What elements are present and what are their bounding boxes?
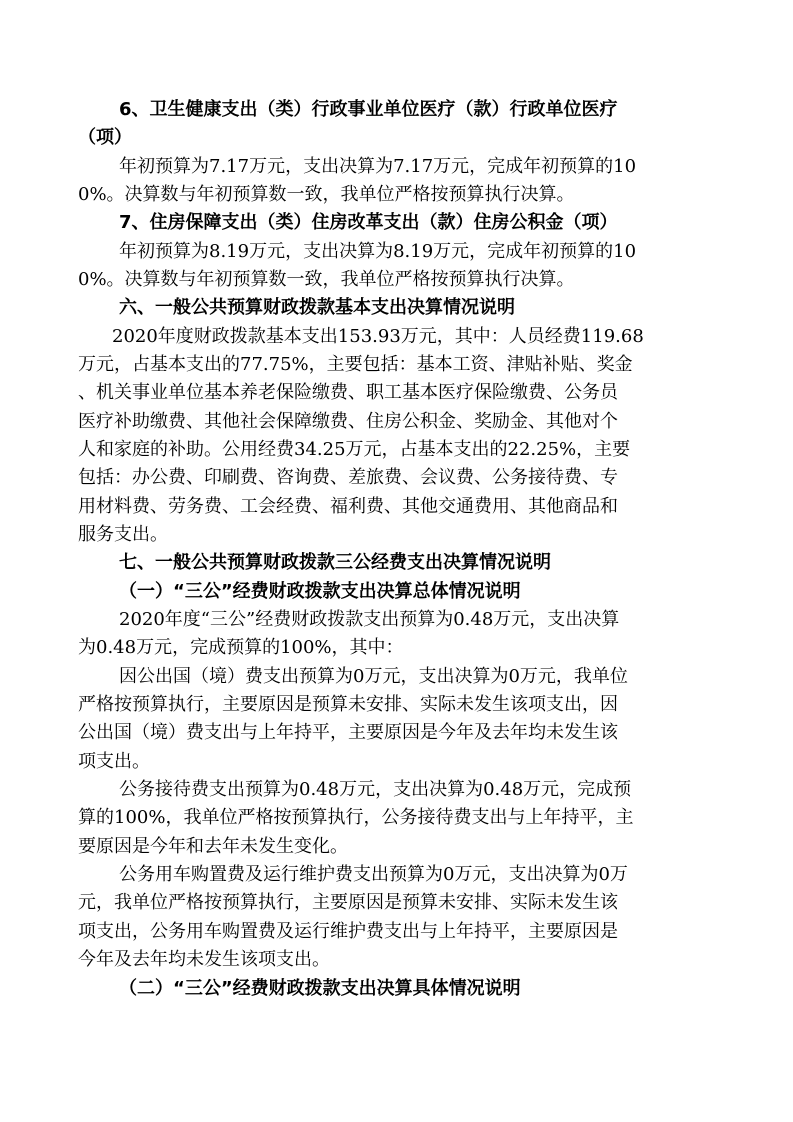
heading-health-expenditure-cont: （项） xyxy=(78,127,132,148)
paragraph-line: 包括：办公费、印刷费、咨询费、差旅费、会议费、公务接待费、专 xyxy=(78,467,618,488)
heading-housing-expenditure: 7、住房保障支出（类）住房改革支出（款）住房公积金（项） xyxy=(119,212,618,233)
paragraph-line: 年初预算为7.17万元，支出决算为7.17万元，完成年初预算的10 xyxy=(119,156,637,177)
paragraph-line: 服务支出。 xyxy=(78,524,168,545)
paragraph-line: 算的100%，我单位严格按预算执行，公务接待费支出与上年持平，主 xyxy=(78,807,634,828)
section-heading-basic-expenditure: 六、一般公共预算财政拨款基本支出决算情况说明 xyxy=(119,297,515,318)
paragraph-line: 公出国（境）费支出与上年持平，主要原因是今年及去年均未发生该 xyxy=(78,722,618,743)
paragraph-line: 公务接待费支出预算为0.48万元，支出决算为0.48万元，完成预 xyxy=(119,779,632,800)
paragraph-line: 0%。决算数与年初预算数一致，我单位严格按预算执行决算。 xyxy=(78,184,575,205)
paragraph-line: 年初预算为8.19万元，支出决算为8.19万元，完成年初预算的10 xyxy=(119,241,637,262)
paragraph-line: 、机关事业单位基本养老保险缴费、职工基本医疗保险缴费、公务员 xyxy=(78,382,618,403)
paragraph-line: 2020年度财政拨款基本支出153.93万元，其中：人员经费119.68 xyxy=(112,326,644,347)
paragraph-line: 要原因是今年和去年未发生变化。 xyxy=(78,836,348,857)
heading-health-expenditure: 6、卫生健康支出（类）行政事业单位医疗（款）行政单位医疗 xyxy=(119,99,618,120)
paragraph-line: 项支出。 xyxy=(78,751,150,772)
subheading-overall: （一）“三公”经费财政拨款支出决算总体情况说明 xyxy=(119,581,521,602)
paragraph-line: 项支出，公务用车购置费及运行维护费支出与上年持平，主要原因是 xyxy=(78,921,618,942)
section-heading-three-public: 七、一般公共预算财政拨款三公经费支出决算情况说明 xyxy=(119,552,551,573)
paragraph-line: 医疗补助缴费、其他社会保障缴费、住房公积金、奖励金、其他对个 xyxy=(78,411,618,432)
paragraph-line: 元，我单位严格按预算执行，主要原因是预算未安排、实际未发生该 xyxy=(78,892,618,913)
paragraph-line: 为0.48万元，完成预算的100%，其中： xyxy=(78,637,404,658)
paragraph-line: 2020年度“三公”经费财政拨款支出预算为0.48万元，支出决算 xyxy=(119,609,620,630)
paragraph-line: 0%。决算数与年初预算数一致，我单位严格按预算执行决算。 xyxy=(78,269,575,290)
paragraph-line: 用材料费、劳务费、工会经费、福利费、其他交通费用、其他商品和 xyxy=(78,496,618,517)
paragraph-line: 严格按预算执行，主要原因是预算未安排、实际未发生该项支出，因 xyxy=(78,694,618,715)
paragraph-line: 因公出国（境）费支出预算为0万元，支出决算为0万元，我单位 xyxy=(119,666,628,687)
paragraph-line: 今年及去年均未发生该项支出。 xyxy=(78,949,330,970)
paragraph-line: 公务用车购置费及运行维护费支出预算为0万元，支出决算为0万 xyxy=(119,864,628,885)
paragraph-line: 万元，占基本支出的77.75%，主要包括：基本工资、津贴补贴、奖金 xyxy=(78,354,633,375)
subheading-specific: （二）“三公”经费财政拨款支出决算具体情况说明 xyxy=(119,978,521,999)
paragraph-line: 人和家庭的补助。公用经费34.25万元，占基本支出的22.25%，主要 xyxy=(78,439,631,460)
